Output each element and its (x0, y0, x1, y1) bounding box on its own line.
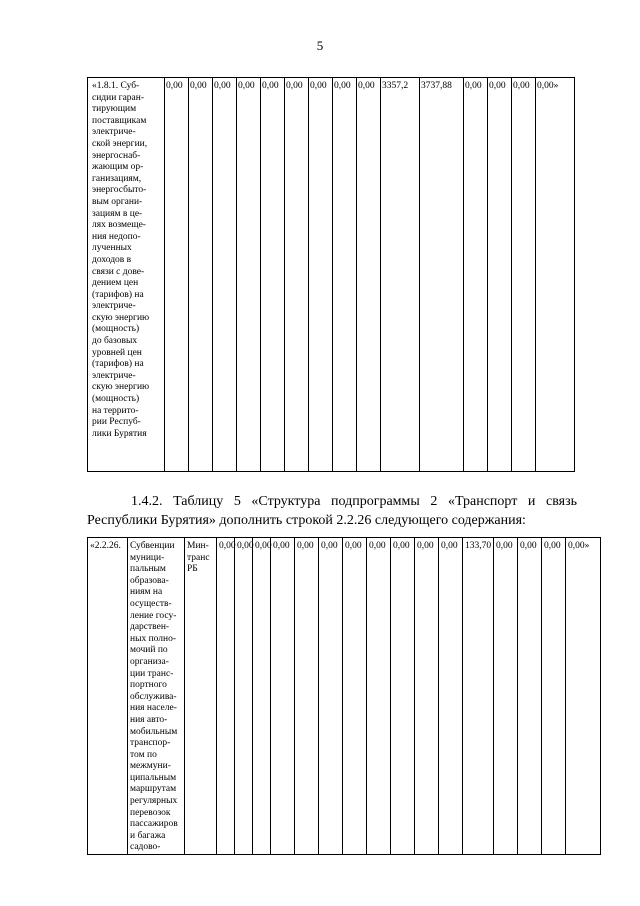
value-cell: 0,00 (518, 538, 542, 855)
label-line: «1.8.1. Суб- (92, 81, 140, 91)
label-line: осуществ- (130, 598, 172, 609)
value-cell: 0,00 (309, 78, 333, 472)
label-line: ции транс- (130, 668, 174, 679)
label-line: дарствен- (130, 622, 170, 633)
value-cell: 3737,88 (420, 78, 464, 472)
value-cell: 0,00 (343, 538, 367, 855)
label-line: ниям на (130, 587, 163, 598)
value-cell: 0,00 (494, 538, 518, 855)
value-cell: 0,00 (319, 538, 343, 855)
value-cell: 0,00 (415, 538, 439, 855)
label-line: организа- (130, 656, 169, 667)
label-line: садово- (130, 842, 161, 853)
label-line: тирующим (92, 104, 137, 115)
value-cell: 0,00 (542, 538, 566, 855)
label-line: жающим ор- (92, 162, 144, 173)
label-line: электриче- (92, 301, 136, 312)
value-cell: 0,00 (512, 78, 536, 472)
label-line: сидии гаран- (92, 92, 145, 103)
value-cell: 0,00 (189, 78, 213, 472)
value-cell: 0,00 (295, 538, 319, 855)
label-line: доходов в (92, 254, 132, 265)
label-line: (мощность) (92, 324, 140, 335)
value-cell: 0,00 (217, 538, 235, 855)
label-line: мочий по (130, 645, 168, 656)
label-line: вым органи- (92, 196, 143, 207)
label-line: лях возмеще- (92, 220, 146, 231)
value-cell: 133,70 (463, 538, 494, 855)
agency-cell (185, 538, 217, 855)
label-line: ния населе- (130, 703, 177, 714)
label-line: рии Респуб- (92, 417, 141, 428)
label-line: скую энергию (92, 382, 150, 393)
value-cell: 0,00 (439, 538, 463, 855)
label-line: ных полно- (130, 633, 177, 644)
value-cell: 0,00 (464, 78, 488, 472)
label-line: связи с дове- (92, 266, 145, 277)
label-line: поставщикам (92, 115, 147, 126)
value-cell: 0,00 (271, 538, 295, 855)
label-line: (тарифов) на (92, 289, 144, 300)
label-line: (мощность) (92, 394, 140, 405)
label-line: энергосбыто- (92, 185, 147, 196)
label-line: пальным (130, 564, 166, 575)
value-cell: 0,00 (357, 78, 381, 472)
label-line: Субвенции (130, 541, 175, 551)
value-cell: 0,00» (536, 78, 575, 472)
value-cell: 3357,2 (381, 78, 420, 472)
value-cell: 0,00 (367, 538, 391, 855)
value-cell: 0,00 (253, 538, 271, 855)
label-line: зациям в це- (92, 208, 143, 219)
label-line: ния недопо- (92, 231, 141, 242)
label-line: лученных (92, 243, 132, 254)
label-line: ния авто- (130, 714, 168, 725)
value-cell: 0,00 (165, 78, 189, 472)
label-line: образова- (130, 575, 169, 586)
label-line: обслужива- (130, 691, 177, 702)
label-line: скую энергию (92, 312, 150, 323)
label-line: и багажа (130, 830, 166, 841)
label-line: на террито- (92, 405, 139, 416)
value-cell: 0,00 (237, 78, 261, 472)
value-cell: 0,00» (566, 538, 601, 855)
label-line: лики Бурятия (92, 428, 147, 439)
label-line: электриче- (92, 127, 136, 138)
label-line: маршрутам (130, 784, 177, 795)
label-line: межмуни- (130, 761, 171, 772)
value-cell: 0,00 (213, 78, 237, 472)
subsidy-table-fragment (87, 77, 575, 472)
value-cell: 0,00 (285, 78, 309, 472)
label-line: ской энергии, (92, 138, 148, 149)
transport-table-fragment (87, 537, 601, 855)
label-line: том по (130, 749, 157, 760)
label-line: (тарифов) на (92, 359, 144, 370)
label-line: электриче- (92, 370, 136, 381)
row-code: «2.2.26. (88, 538, 128, 855)
agency-line: транс (187, 552, 210, 563)
label-line: портного (130, 680, 167, 691)
page-number: 5 (316, 38, 324, 53)
label-line: дением цен (92, 278, 139, 289)
row-label-1-8-1 (88, 78, 165, 472)
label-line: пассажиров (130, 819, 178, 830)
label-line: муници- (130, 552, 165, 563)
label-line: перевозок (130, 807, 171, 818)
label-line: до базовых (92, 336, 138, 347)
agency-line: Мин- (187, 541, 209, 551)
label-line: ление госу- (130, 610, 177, 621)
label-line: ганизациям, (92, 173, 142, 184)
row-label-2-2-26 (128, 538, 185, 855)
label-line: уровней цен (92, 347, 142, 358)
value-cell: 0,00 (391, 538, 415, 855)
label-line: энергоснаб- (92, 150, 141, 161)
label-line: мобильным (130, 726, 178, 737)
label-line: транспор- (130, 738, 171, 749)
value-cell: 0,00 (261, 78, 285, 472)
value-cell: 0,00 (235, 538, 253, 855)
value-cell: 0,00 (488, 78, 512, 472)
label-line: регулярных (130, 796, 178, 807)
value-cell: 0,00 (333, 78, 357, 472)
agency-line: РБ (187, 564, 198, 575)
amendment-paragraph: 1.4.2. Таблицу 5 «Структура подпрограммы 2 «Транспорт и связь Республики Бурятия» дополнить строкой 2.2.26 следующего содержания: (87, 494, 577, 528)
label-line: ципальным (130, 772, 177, 783)
